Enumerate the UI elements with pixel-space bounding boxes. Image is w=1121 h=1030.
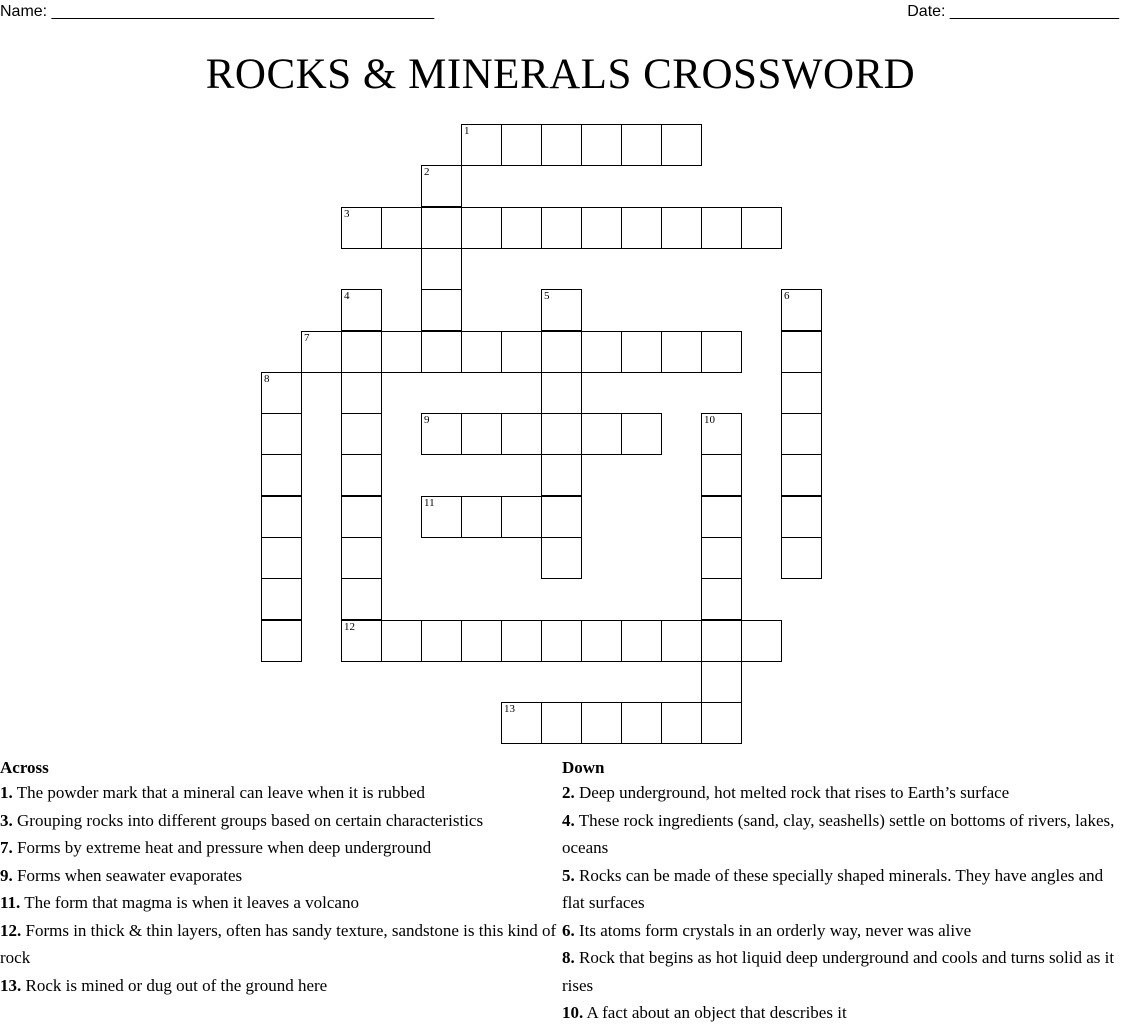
down-heading: Down xyxy=(562,758,605,777)
across-clues xyxy=(0,757,560,999)
crossword-cell[interactable] xyxy=(781,289,822,331)
clue-text: Forms by extreme heat and pressure when deep underground xyxy=(12,838,432,857)
crossword-cell[interactable] xyxy=(621,413,662,455)
crossword-cell[interactable] xyxy=(621,331,662,373)
crossword-cell[interactable] xyxy=(701,578,742,620)
clue-text: Forms when seawater evaporates xyxy=(12,865,243,885)
crossword-cell[interactable] xyxy=(261,372,302,414)
crossword-cell[interactable] xyxy=(781,496,822,538)
crossword-cell[interactable] xyxy=(501,124,542,166)
crossword-cell[interactable] xyxy=(301,331,342,373)
across-clue xyxy=(0,807,560,835)
crossword-cell[interactable] xyxy=(781,413,822,455)
crossword-cell[interactable] xyxy=(661,702,702,744)
cell-number: 10 xyxy=(704,414,715,427)
crossword-cell[interactable] xyxy=(661,207,702,249)
cell-number: 7 xyxy=(304,331,310,344)
crossword-cell[interactable] xyxy=(541,413,582,455)
crossword-cell[interactable] xyxy=(581,413,622,455)
crossword-cell[interactable] xyxy=(461,124,502,166)
clue-number: 13. xyxy=(0,975,22,995)
clue-text: The form that magma is when it leaves a volcano xyxy=(20,893,359,912)
crossword-cell[interactable] xyxy=(701,537,742,579)
crossword-cell[interactable] xyxy=(541,620,582,662)
crossword-cell[interactable] xyxy=(461,331,502,373)
crossword-cell[interactable] xyxy=(501,413,542,455)
across-clue xyxy=(0,862,560,890)
crossword-cell[interactable] xyxy=(701,413,742,455)
cell-number: 8 xyxy=(264,372,270,385)
crossword-cell[interactable] xyxy=(461,207,502,249)
clue-number: 9. xyxy=(0,865,13,885)
cell-number: 4 xyxy=(344,290,350,303)
crossword-cell[interactable] xyxy=(781,454,822,496)
crossword-cell[interactable] xyxy=(701,207,742,249)
cell-number: 2 xyxy=(424,166,430,179)
down-clues xyxy=(562,757,1118,1027)
crossword-cell[interactable] xyxy=(501,207,542,249)
crossword-cell[interactable] xyxy=(701,496,742,538)
crossword-cell[interactable] xyxy=(501,496,542,538)
crossword-cell[interactable] xyxy=(501,620,542,662)
crossword-cell[interactable] xyxy=(381,207,422,249)
cell-number: 12 xyxy=(344,620,355,633)
crossword-cell[interactable] xyxy=(261,496,302,538)
across-heading: Across xyxy=(0,758,49,777)
date-field-label: Date: ___________________ xyxy=(907,3,1119,20)
clue-number: 2. xyxy=(562,783,575,802)
crossword-cell[interactable] xyxy=(541,496,582,538)
crossword-cell[interactable] xyxy=(621,702,662,744)
crossword-cell[interactable] xyxy=(421,496,462,538)
cell-number: 6 xyxy=(784,290,790,303)
crossword-cell[interactable] xyxy=(541,124,582,166)
crossword-cell[interactable] xyxy=(421,331,462,373)
crossword-cell[interactable] xyxy=(741,620,782,662)
crossword-cell[interactable] xyxy=(341,537,382,579)
down-clue xyxy=(562,999,1118,1027)
down-clue xyxy=(562,862,1118,917)
crossword-cell[interactable] xyxy=(581,124,622,166)
crossword-cell[interactable] xyxy=(621,124,662,166)
across-clue xyxy=(0,834,560,862)
crossword-cell[interactable] xyxy=(381,331,422,373)
crossword-cell[interactable] xyxy=(341,620,382,662)
crossword-cell[interactable] xyxy=(541,454,582,496)
down-clue xyxy=(562,917,1118,945)
cell-number: 11 xyxy=(424,496,435,509)
crossword-cell[interactable] xyxy=(461,413,502,455)
down-clue xyxy=(562,779,1118,807)
crossword-cell[interactable] xyxy=(261,537,302,579)
clue-number: 10. xyxy=(562,1003,584,1022)
down-clue xyxy=(562,944,1118,999)
crossword-cell[interactable] xyxy=(781,372,822,414)
across-clue xyxy=(0,917,560,972)
crossword-cell[interactable] xyxy=(421,289,462,331)
crossword-cell[interactable] xyxy=(541,289,582,331)
crossword-cell[interactable] xyxy=(261,620,302,662)
clue-number: 11. xyxy=(0,893,21,912)
crossword-cell[interactable] xyxy=(261,578,302,620)
across-clue xyxy=(0,889,560,917)
clue-text: Deep underground, hot melted rock that rises to Earth’s surface xyxy=(574,783,1010,802)
crossword-cell[interactable] xyxy=(381,620,422,662)
clue-number: 4. xyxy=(562,810,575,830)
clue-text: Rock that begins as hot liquid deep underground and cools and turns solid as it rises xyxy=(562,948,1115,995)
clue-number: 3. xyxy=(0,810,13,830)
page-title: ROCKS & MINERALS CROSSWORD xyxy=(205,51,916,98)
crossword-cell[interactable] xyxy=(781,537,822,579)
crossword-cell[interactable] xyxy=(341,372,382,414)
crossword-cell[interactable] xyxy=(541,207,582,249)
clue-text: A fact about an object that describes it xyxy=(583,1003,847,1022)
crossword-cell[interactable] xyxy=(421,620,462,662)
crossword-cell[interactable] xyxy=(581,207,622,249)
crossword-cell[interactable] xyxy=(261,413,302,455)
cell-number: 9 xyxy=(424,414,430,427)
clue-number: 7. xyxy=(0,838,13,857)
down-clue xyxy=(562,807,1118,862)
crossword-cell[interactable] xyxy=(581,331,622,373)
crossword-cell[interactable] xyxy=(461,496,502,538)
crossword-cell[interactable] xyxy=(341,289,382,331)
clue-text: Rocks can be made of these specially shaped minerals. They have angles and flat surfaces xyxy=(562,865,1104,912)
across-clue-list xyxy=(0,779,560,999)
crossword-cell[interactable] xyxy=(421,248,462,290)
crossword-cell[interactable] xyxy=(461,620,502,662)
crossword-cell[interactable] xyxy=(541,537,582,579)
crossword-cell[interactable] xyxy=(621,620,662,662)
clue-number: 5. xyxy=(562,865,575,885)
crossword-cell[interactable] xyxy=(341,331,382,373)
cell-number: 5 xyxy=(544,290,550,303)
crossword-cell[interactable] xyxy=(661,124,702,166)
clue-text: The powder mark that a mineral can leave when it is rubbed xyxy=(12,783,426,802)
crossword-cell[interactable] xyxy=(661,620,702,662)
crossword-cell[interactable] xyxy=(701,661,742,703)
crossword-cell[interactable] xyxy=(421,207,462,249)
crossword-cell[interactable] xyxy=(341,496,382,538)
crossword-cell[interactable] xyxy=(541,702,582,744)
crossword-cell[interactable] xyxy=(341,207,382,249)
crossword-cell[interactable] xyxy=(701,702,742,744)
crossword-cell[interactable] xyxy=(581,620,622,662)
crossword-cell[interactable] xyxy=(341,413,382,455)
clue-number: 1. xyxy=(0,783,13,802)
clue-number: 12. xyxy=(0,920,22,940)
crossword-cell[interactable] xyxy=(501,331,542,373)
cell-number: 13 xyxy=(504,703,515,716)
cell-number: 1 xyxy=(464,125,470,137)
crossword-cell[interactable] xyxy=(421,165,462,207)
cell-number: 3 xyxy=(344,207,350,220)
name-field-label: Name: ___________________________________________ xyxy=(0,3,435,20)
clue-text: Forms in thick & thin layers, often has sandy texture, sandstone is this kind of rock xyxy=(0,920,557,967)
crossword-cell[interactable] xyxy=(541,372,582,414)
crossword-cell[interactable] xyxy=(781,331,822,373)
crossword-cell[interactable] xyxy=(581,702,622,744)
clue-number: 6. xyxy=(562,920,575,940)
crossword-cell[interactable] xyxy=(261,454,302,496)
crossword-cell[interactable] xyxy=(701,331,742,373)
crossword-cell[interactable] xyxy=(701,454,742,496)
crossword-cell[interactable] xyxy=(701,620,742,662)
crossword-cell[interactable] xyxy=(421,413,462,455)
across-clue xyxy=(0,972,560,1000)
crossword-cell[interactable] xyxy=(621,207,662,249)
clue-text: Grouping rocks into different groups based on certain characteristics xyxy=(12,810,484,830)
across-clue xyxy=(0,779,560,807)
crossword-cell[interactable] xyxy=(661,331,702,373)
crossword-cell[interactable] xyxy=(741,207,782,249)
down-clue-list xyxy=(562,779,1118,1027)
crossword-cell[interactable] xyxy=(501,702,542,744)
crossword-cell[interactable] xyxy=(541,331,582,373)
crossword-cell[interactable] xyxy=(341,454,382,496)
clue-text: Its atoms form crystals in an orderly way, never was alive xyxy=(574,920,972,940)
clue-text: These rock ingredients (sand, clay, seashells) settle on bottoms of rivers, lakes, oceans xyxy=(562,810,1115,857)
clue-number: 8. xyxy=(562,948,575,967)
crossword-cell[interactable] xyxy=(341,578,382,620)
clue-text: Rock is mined or dug out of the ground here xyxy=(21,975,328,995)
